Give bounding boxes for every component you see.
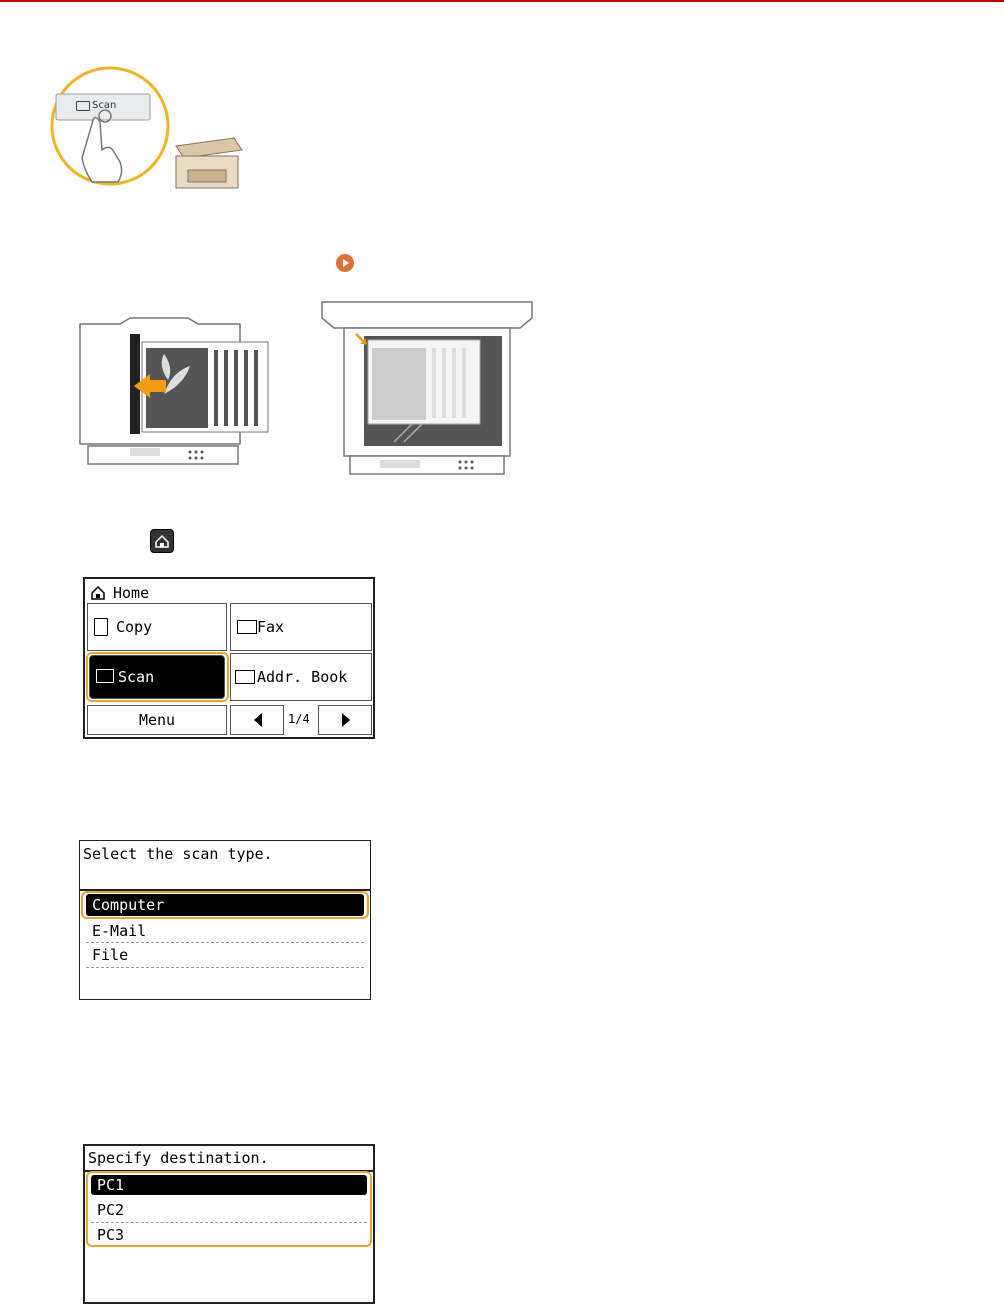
scanner-mini-icon [76,101,90,111]
hand-press-icon [48,64,248,194]
scan-type-screen [79,840,371,1000]
fax-icon [237,620,257,634]
home-key-icon[interactable] [150,529,174,553]
destination-title: Specify destination. [88,1149,269,1167]
home-screen [83,577,375,739]
option-computer[interactable]: Computer [86,894,364,916]
option-file[interactable]: File [92,946,129,964]
copy-icon [94,618,108,636]
scan-button-label: Scan [92,100,117,111]
fax-button[interactable] [230,603,372,651]
destinations-highlight [86,1171,372,1247]
press-scan-illustration [48,64,248,194]
option-pc2[interactable]: PC2 [97,1201,125,1219]
destination-screen [83,1144,375,1304]
platen-illustration [320,300,534,478]
next-page-button[interactable] [318,705,372,735]
fax-label: Fax [257,618,285,636]
row-divider [86,942,364,943]
feeder-illustration [78,314,278,470]
prev-page-button[interactable] [230,705,284,735]
header-rule [0,0,1004,2]
row-divider [86,967,364,968]
scan-type-title: Select the scan type. [83,845,273,863]
scan-label: Scan [118,668,155,686]
addr-book-icon [235,670,255,684]
computer-highlight [81,891,369,919]
arrow-right-icon [319,706,373,734]
addr-book-button[interactable] [230,653,372,701]
option-email[interactable]: E-Mail [92,922,147,940]
reference-link-icon[interactable] [336,254,354,272]
home-icon [91,585,105,599]
arrow-left-icon [231,706,285,734]
copy-button[interactable] [87,603,227,651]
option-pc1[interactable]: PC1 [91,1175,367,1195]
home-title: Home [113,584,150,602]
scan-highlight [86,652,229,702]
page-indicator: 1/4 [288,712,310,726]
menu-label: Menu [138,711,176,729]
copy-label: Copy [116,618,153,636]
menu-button[interactable] [87,705,227,735]
option-pc3[interactable]: PC3 [97,1226,125,1244]
addr-book-label: Addr. Book [257,668,348,686]
